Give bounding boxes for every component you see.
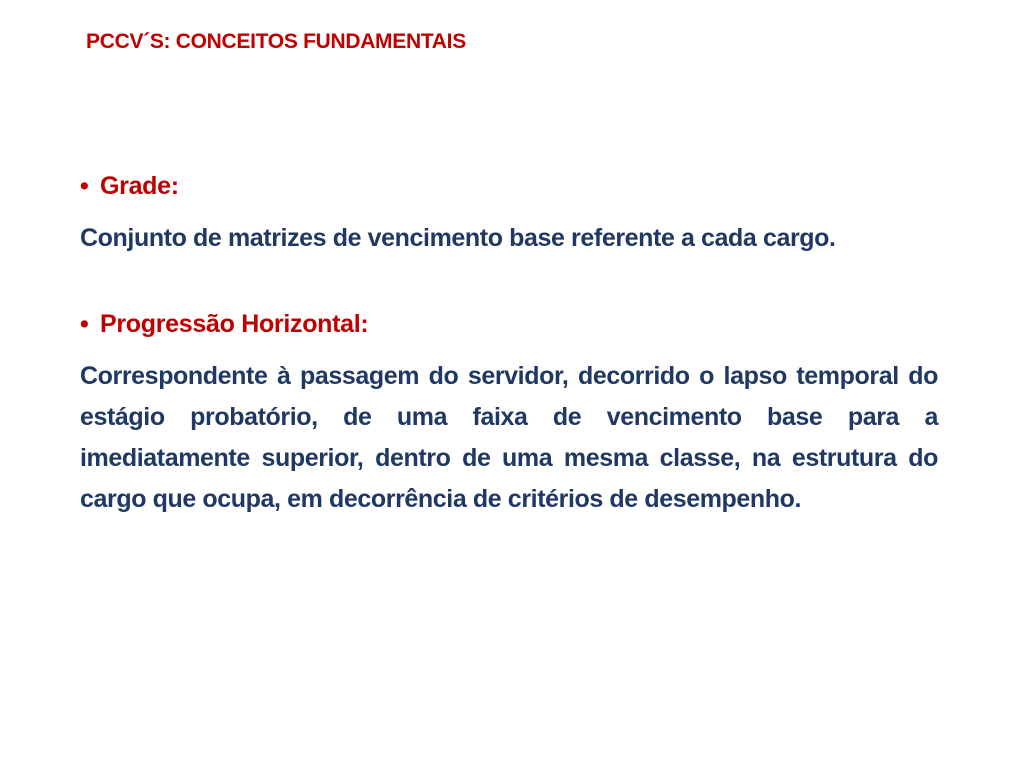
paragraph-grade: Conjunto de matrizes de vencimento base referente a cada cargo.	[80, 224, 836, 252]
paragraph-progressao: Correspondente à passagem do servidor, decorrido o lapso temporal do estágio probatório, de uma faixa de vencimento base para a imediatamente superior, dentro de uma mesma classe, na estrutura do cargo que ocupa, em decorrência de critérios de desempenho.	[80, 362, 938, 513]
slide-title: PCCV´S: CONCEITOS FUNDAMENTAIS	[86, 30, 466, 53]
bullet-icon: •	[80, 310, 89, 338]
slide-content	[80, 168, 938, 520]
section-progressao-horizontal	[80, 306, 938, 520]
bullet-heading-progressao	[80, 306, 938, 342]
heading-grade-label: Grade:	[100, 172, 179, 200]
bullet-heading-grade	[80, 168, 938, 204]
heading-progressao-label: Progressão Horizontal:	[100, 310, 369, 338]
bullet-icon: •	[80, 172, 89, 200]
section-grade	[80, 168, 938, 259]
